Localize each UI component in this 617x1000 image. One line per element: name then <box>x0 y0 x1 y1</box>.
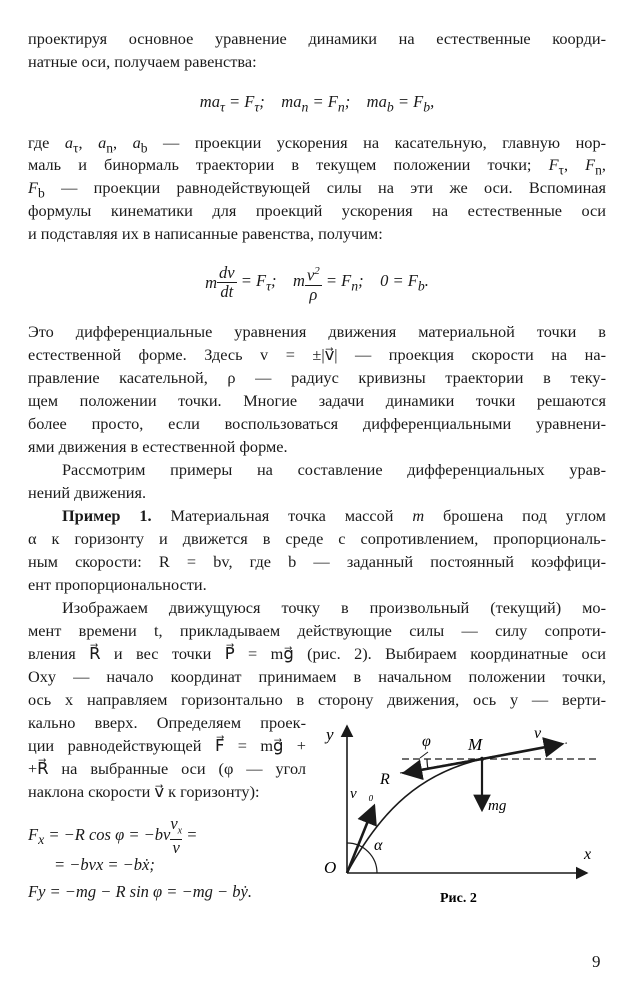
y-axis-label: y <box>326 725 334 744</box>
text-line: мент времени t, прикладываем действующие силы — силу сопроти- <box>28 621 606 640</box>
text-line: ент пропорциональности. <box>28 575 207 594</box>
text-line: ции равнодействующей F⃗ = mg⃗ + <box>28 736 306 755</box>
text-line: нений движения. <box>28 483 147 502</box>
resistance-force-vector <box>404 759 482 773</box>
text-line: натные оси, получаем равенства: <box>28 52 257 71</box>
phi-arc <box>427 759 428 769</box>
resistance-label: R⃗ <box>380 771 403 788</box>
phi-label: φ <box>422 733 431 750</box>
equation-fx-line2: = −bvx = −bẋ; <box>54 855 155 874</box>
text-line: щем положении точки. Многие задачи динамики точки решаются <box>28 391 606 410</box>
page-number: 9 <box>592 952 601 971</box>
initial-velocity-vector <box>347 806 374 873</box>
text-line: ось x направляем горизонтально в сторону движения, ось y — верти- <box>28 690 606 709</box>
text-line: Это дифференциальные уравнения движения материальной точки в <box>28 322 606 341</box>
point-m-label: M <box>468 735 483 754</box>
text-line: ями движения в естественной форме. <box>28 437 288 456</box>
text-line: кально вверх. Определяем проек- <box>28 713 306 732</box>
example-heading-line: Пример 1. Материальная точка массой m брошена под углом <box>62 506 606 525</box>
origin-label: O <box>324 858 337 877</box>
phi-pointer <box>420 752 428 758</box>
text-line: Изображаем движущуюся точку в произвольный (текущий) мо- <box>62 598 606 617</box>
equation-1: $ma_\tau = F_\tau$; $ma_n = F_n$; $ma_b = F_b$, <box>199 92 435 115</box>
figure-caption: Рис. 2 <box>440 891 477 906</box>
text-line: α к горизонту и движется в среде с сопротивлением, пропорциональ- <box>28 529 606 548</box>
text-line: наклона скорости v⃗ к горизонту): <box>28 782 260 801</box>
alpha-arc <box>347 843 377 873</box>
weight-label: mg⃗ <box>488 798 518 814</box>
equation-2: m $\frac{dv}{dt}$ = $F_\tau$; m $\frac{v^2}{\rho}$ = $F_n$; $0 = F_b$. <box>205 263 429 304</box>
alpha-label: α <box>374 837 383 854</box>
text-line: формулы кинематики для проекций ускорения на естественные оси <box>28 201 606 220</box>
initial-velocity-label: v⃗₀ <box>350 786 374 802</box>
figure-2 <box>312 718 612 908</box>
text-line: Oxy — начало координат принимаем в начальном положении точки, <box>28 667 606 686</box>
text-line: где $a_\tau$, $a_n$, $a_b$ — проекции ускорения на касательную, главную нор- <box>28 133 607 156</box>
text-line: $F_b$ — проекции равнодействующей силы на эти же оси. Вспоминая <box>28 178 606 201</box>
text-line: маль и бинормаль траектории в текущем положении точки; $F_\tau$, $F_n$, <box>28 155 606 178</box>
trajectory-curve <box>347 759 482 873</box>
text-line: правление касательной, ρ — радиус кривизны траектории в теку- <box>28 368 606 387</box>
text-line: Рассмотрим примеры на составление дифференциальных урав- <box>62 460 606 479</box>
text-line: ным скорости: R = bv, где b — заданный постоянный коэффици- <box>28 552 606 571</box>
text-line: проектируя основное уравнение динамики на естественные коорди- <box>28 29 606 48</box>
text-line: и подставляя их в написанные равенства, получим: <box>28 224 383 243</box>
equation-fx-line1: $F_x = -R$ cos φ = −bv $\frac{v_x}{v}$ = <box>28 814 198 858</box>
point-m <box>480 757 484 761</box>
x-axis-label: x <box>584 846 592 863</box>
velocity-vector <box>482 744 562 759</box>
velocity-label: v⃗ <box>534 725 554 742</box>
text-line: +R⃗ на выбранные оси (φ — угол <box>28 759 306 778</box>
text-line: естественной форме. Здесь v = ±|v⃗| — проекция скорости на на- <box>28 345 606 364</box>
text-line: вления R⃗ и вес точки P⃗ = mg⃗ (рис. 2). Выбираем координатные оси <box>28 644 606 663</box>
equation-fy: Fy = −mg − R sin φ = −mg − bẏ. <box>28 882 252 901</box>
text-line: более просто, если воспользоваться дифференциальными уравнени- <box>28 414 606 433</box>
